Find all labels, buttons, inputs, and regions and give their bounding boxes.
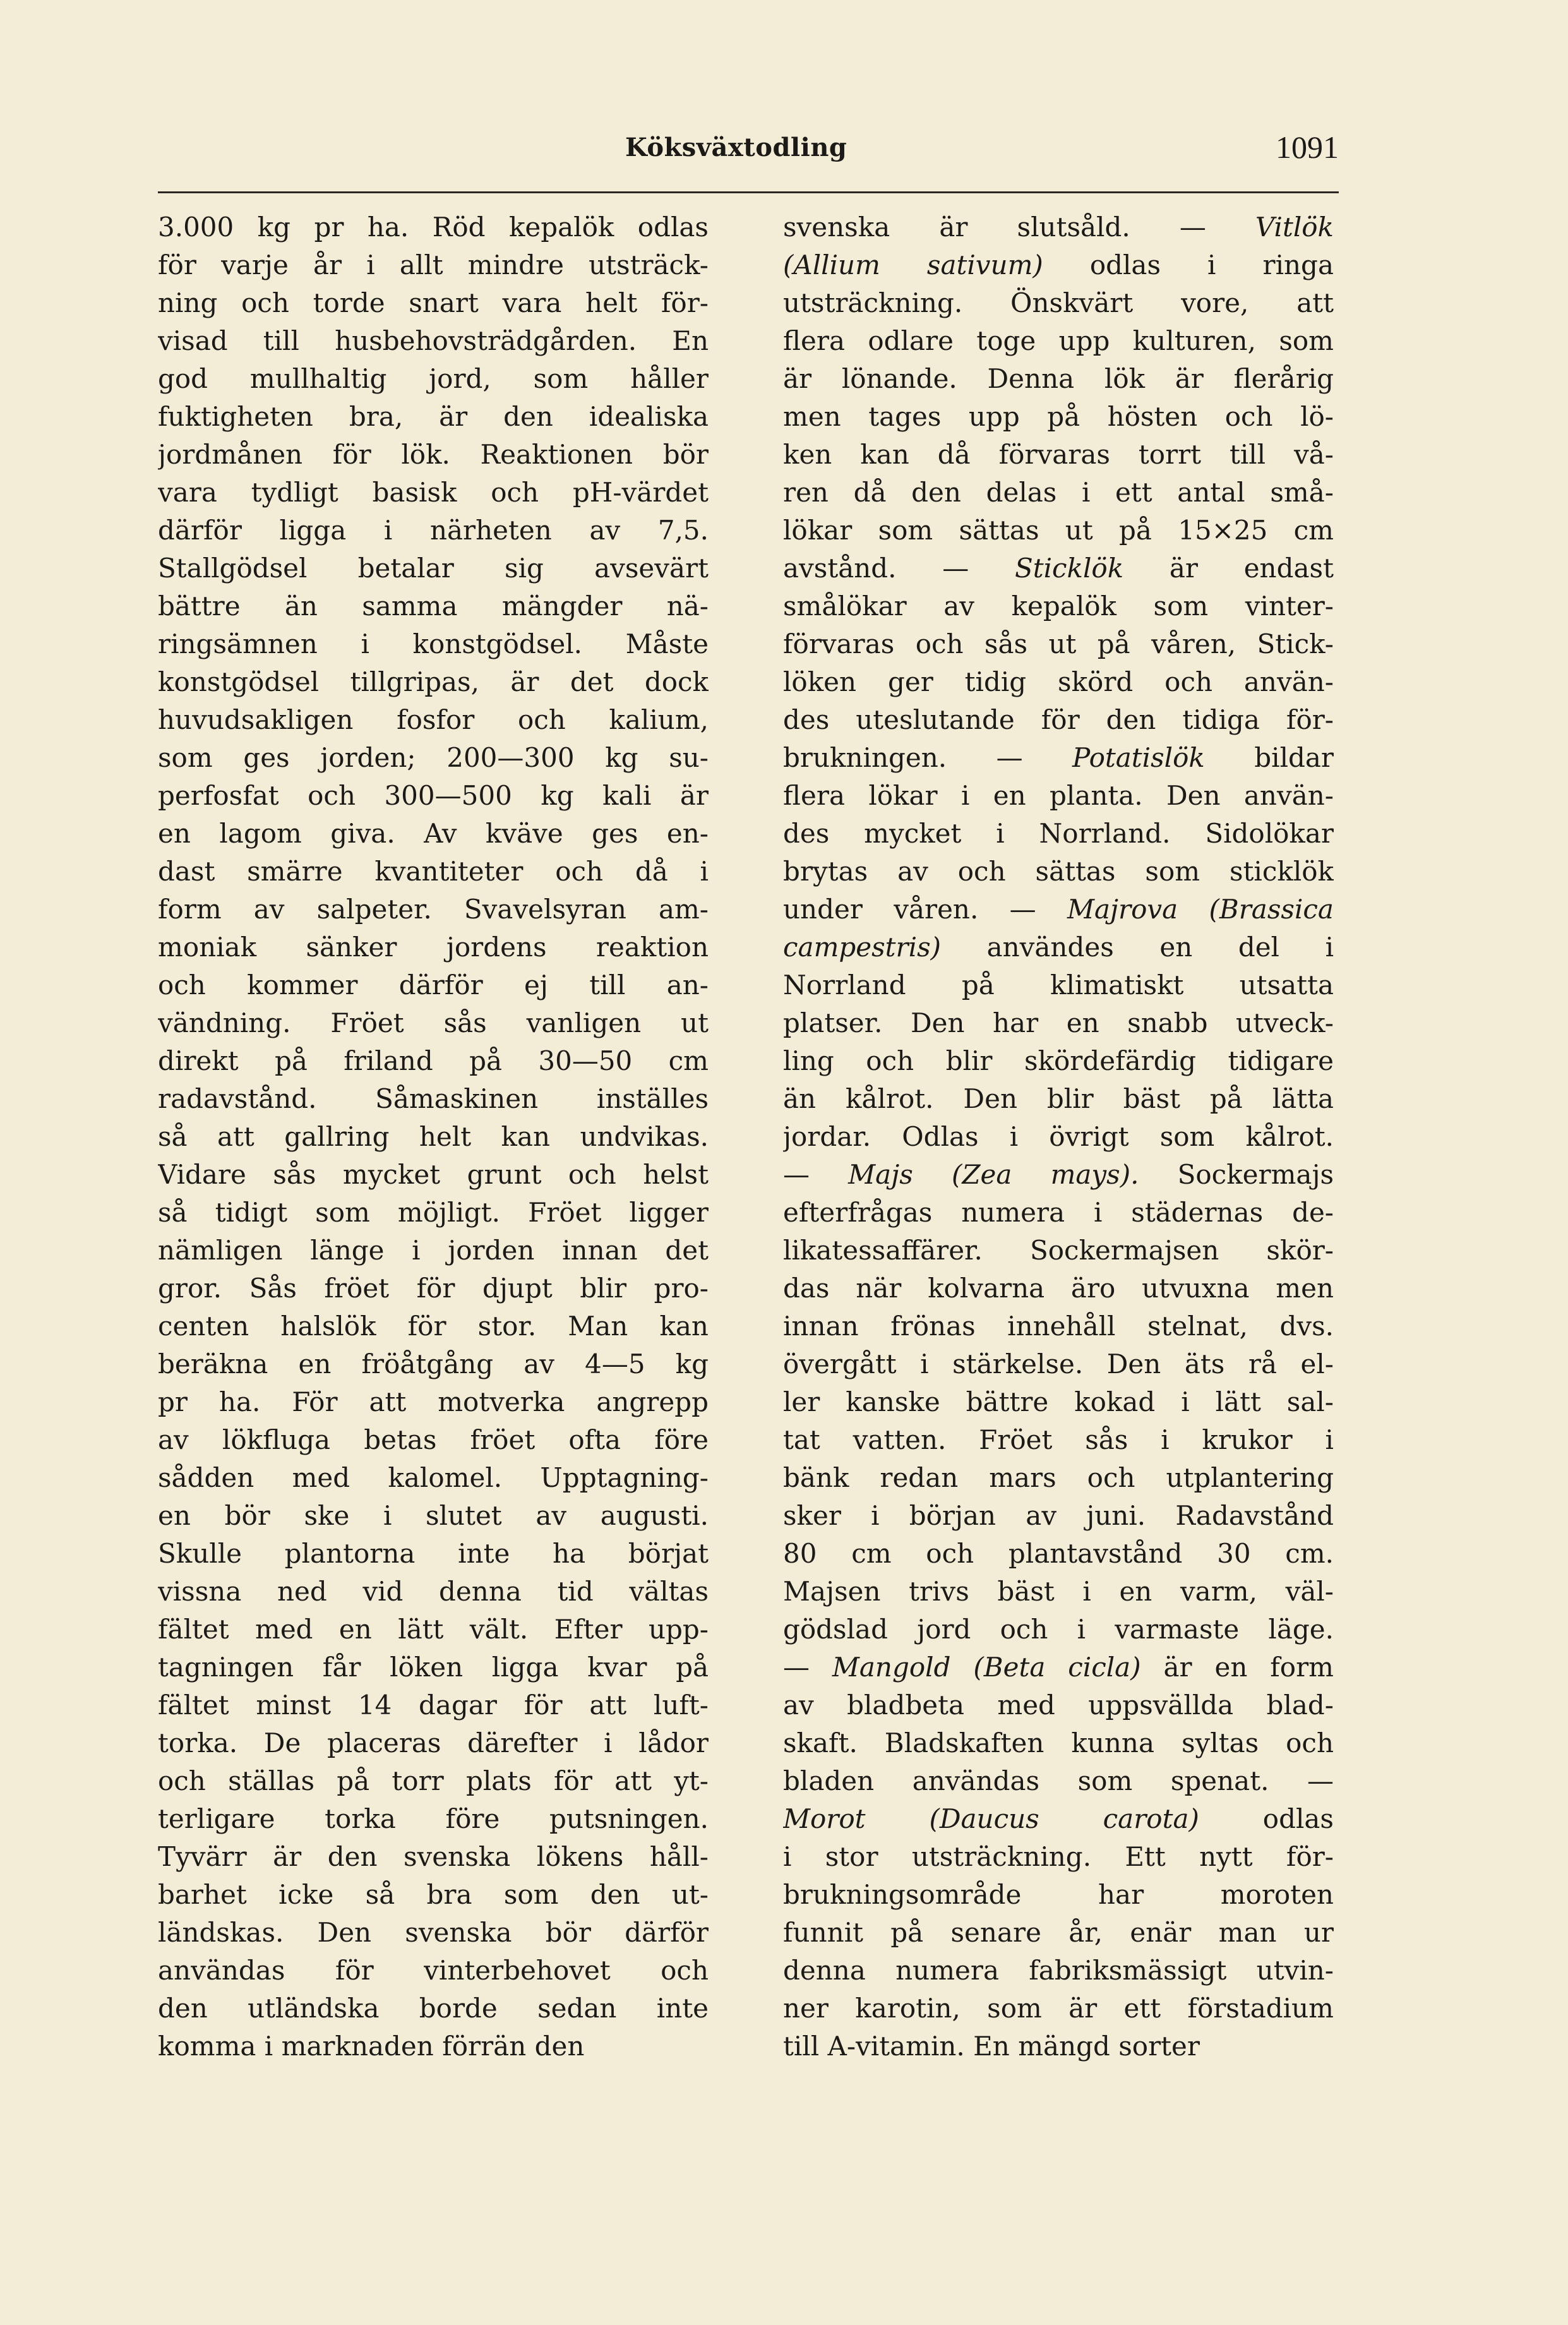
right-column-line: ling och blir skördefärdig tidigare: [783, 1045, 1334, 1076]
right-column-line: sker i början av juni. Radavstånd: [783, 1500, 1334, 1531]
right-column-line: löken ger tidig skörd och använ-: [783, 666, 1334, 697]
right-column-line: lökar som sättas ut på 15×25 cm: [783, 515, 1334, 546]
left-column-line: beräkna en fröåtgång av 4—5 kg: [158, 1349, 709, 1379]
right-column-line: under våren. — Majrova (Brassica: [783, 894, 1334, 925]
right-column-line: svenska är slutsåld. — Vitlök: [783, 212, 1334, 243]
left-column-line: tagningen får löken ligga kvar på: [158, 1652, 709, 1683]
right-column-line: bänk redan mars och utplantering: [783, 1462, 1334, 1493]
right-column-line: men tages upp på hösten och lö-: [783, 401, 1334, 432]
left-column-line: ländskas. Den svenska bör därför: [158, 1917, 709, 1948]
page-number: 1091: [1276, 129, 1339, 165]
left-column-line: fältet minst 14 dagar för att luft-: [158, 1690, 709, 1721]
right-column-line: platser. Den har en snabb utveck-: [783, 1007, 1334, 1038]
right-column-line: än kålrot. Den blir bäst på lätta: [783, 1083, 1334, 1114]
left-column-line: nämligen länge i jorden innan det: [158, 1235, 709, 1266]
header-rule: [158, 191, 1339, 193]
right-column-line: till A-vitamin. En mängd sorter: [783, 2031, 1200, 2062]
page-header: [158, 126, 1339, 183]
left-column-line: och kommer därför ej till an-: [158, 970, 709, 1000]
left-column-line: Stallgödsel betalar sig avsevärt: [158, 553, 709, 584]
right-column-line: brukningsområde har moroten: [783, 1879, 1334, 1910]
left-text-column: [158, 208, 709, 2065]
left-column-line: sådden med kalomel. Upptagning-: [158, 1462, 709, 1493]
left-column-line: bättre än samma mängder nä-: [158, 591, 709, 622]
right-column-line: — Majs (Zea mays). Sockermajs: [783, 1159, 1334, 1190]
left-column-line: som ges jorden; 200—300 kg su-: [158, 742, 709, 773]
left-column-line: huvudsakligen fosfor och kalium,: [158, 704, 709, 735]
right-column-line: innan frönas innehåll stelnat, dvs.: [783, 1311, 1334, 1342]
left-column-line: god mullhaltig jord, som håller: [158, 363, 709, 394]
right-column-line: des mycket i Norrland. Sidolökar: [783, 818, 1334, 849]
right-column-line: brukningen. — Potatislök bildar: [783, 742, 1334, 773]
left-column-line: Tyvärr är den svenska lökens håll-: [158, 1841, 709, 1872]
right-column-line: des uteslutande för den tidiga för-: [783, 704, 1334, 735]
right-column-line: Majsen trivs bäst i en varm, väl-: [783, 1576, 1334, 1607]
right-column-line: ken kan då förvaras torrt till vå-: [783, 439, 1334, 470]
right-column-line: likatessaffärer. Sockermajsen skör-: [783, 1235, 1334, 1266]
left-column-line: vändning. Fröet sås vanligen ut: [158, 1007, 709, 1038]
right-column-line: denna numera fabriksmässigt utvin-: [783, 1955, 1334, 1986]
right-column-line: ner karotin, som är ett förstadium: [783, 1993, 1334, 2024]
right-column-line: tat vatten. Fröet sås i krukor i: [783, 1424, 1334, 1455]
left-column-line: fuktigheten bra, är den idealiska: [158, 401, 709, 432]
right-column-line: Norrland på klimatiskt utsatta: [783, 970, 1334, 1000]
right-column-line: bladen användas som spenat. —: [783, 1765, 1334, 1796]
left-column-line: barhet icke så bra som den ut-: [158, 1879, 709, 1910]
right-column-line: campestris) användes en del i: [783, 932, 1334, 963]
left-column-line: form av salpeter. Svavelsyran am-: [158, 894, 709, 925]
right-text-column: [783, 208, 1334, 2065]
right-column-line: flera lökar i en planta. Den använ-: [783, 780, 1334, 811]
left-column-line: terligare torka före putsningen.: [158, 1803, 709, 1834]
right-column-line: — Mangold (Beta cicla) är en form: [783, 1652, 1334, 1683]
left-column-line: jordmånen för lök. Reaktionen bör: [158, 439, 709, 470]
left-column-line: för varje år i allt mindre utsträck-: [158, 249, 709, 280]
right-column-line: avstånd. — Sticklök är endast: [783, 553, 1334, 584]
left-column-line: den utländska borde sedan inte: [158, 1993, 709, 2024]
right-column-line: efterfrågas numera i städernas de-: [783, 1197, 1334, 1228]
right-column-line: 80 cm och plantavstånd 30 cm.: [783, 1538, 1334, 1569]
left-column-line: direkt på friland på 30—50 cm: [158, 1045, 709, 1076]
right-column-line: utsträckning. Önskvärt vore, att: [783, 287, 1334, 318]
right-column-line: i stor utsträckning. Ett nytt för-: [783, 1841, 1334, 1872]
left-column-line: av lökfluga betas fröet ofta före: [158, 1424, 709, 1455]
running-head: Köksväxtodling: [625, 133, 847, 162]
right-column-line: ler kanske bättre kokad i lätt sal-: [783, 1386, 1334, 1417]
left-column-line: moniak sänker jordens reaktion: [158, 932, 709, 963]
left-column-line: konstgödsel tillgripas, är det dock: [158, 666, 709, 697]
left-column-line: och ställas på torr plats för att yt-: [158, 1765, 709, 1796]
left-column-line: så tidigt som möjligt. Fröet ligger: [158, 1197, 709, 1228]
right-column-line: av bladbeta med uppsvällda blad-: [783, 1690, 1334, 1721]
left-column-line: 3.000 kg pr ha. Röd kepalök odlas: [158, 212, 709, 243]
left-column-line: så att gallring helt kan undvikas.: [158, 1121, 709, 1152]
left-column-line: vara tydligt basisk och pH-värdet: [158, 477, 709, 508]
right-column-line: jordar. Odlas i övrigt som kålrot.: [783, 1121, 1334, 1152]
right-column-line: smålökar av kepalök som vinter-: [783, 591, 1334, 622]
left-column-line: en lagom giva. Av kväve ges en-: [158, 818, 709, 849]
right-column-line: brytas av och sättas som sticklök: [783, 856, 1334, 887]
left-column-line: Vidare sås mycket grunt och helst: [158, 1159, 709, 1190]
left-column-line: därför ligga i närheten av 7,5.: [158, 515, 709, 546]
left-column-line: visad till husbehovsträdgården. En: [158, 325, 709, 356]
right-column-line: övergått i stärkelse. Den äts rå el-: [783, 1349, 1334, 1379]
left-column-line: gror. Sås fröet för djupt blir pro-: [158, 1273, 709, 1304]
right-column-line: skaft. Bladskaften kunna syltas och: [783, 1727, 1334, 1758]
right-column-line: gödslad jord och i varmaste läge.: [783, 1614, 1334, 1645]
left-column-line: fältet med en lätt vält. Efter upp-: [158, 1614, 709, 1645]
right-column-line: (Allium sativum) odlas i ringa: [783, 249, 1334, 280]
left-column-line: pr ha. För att motverka angrepp: [158, 1386, 709, 1417]
left-column-line: centen halslök för stor. Man kan: [158, 1311, 709, 1342]
left-column-line: dast smärre kvantiteter och då i: [158, 856, 709, 887]
left-column-line: torka. De placeras därefter i lådor: [158, 1727, 709, 1758]
left-column-line: en bör ske i slutet av augusti.: [158, 1500, 709, 1531]
right-column-line: flera odlare toge upp kulturen, som: [783, 325, 1334, 356]
left-column-line: ning och torde snart vara helt för-: [158, 287, 709, 318]
left-column-line: ringsämnen i konstgödsel. Måste: [158, 628, 709, 659]
right-column-line: förvaras och sås ut på våren, Stick-: [783, 628, 1334, 659]
left-column-line: perfosfat och 300—500 kg kali är: [158, 780, 709, 811]
left-column-line: komma i marknaden förrän den: [158, 2031, 585, 2062]
left-column-line: radavstånd. Såmaskinen inställes: [158, 1083, 709, 1114]
left-column-line: Skulle plantorna inte ha börjat: [158, 1538, 709, 1569]
right-column-line: funnit på senare år, enär man ur: [783, 1917, 1334, 1948]
left-column-line: vissna ned vid denna tid vältas: [158, 1576, 709, 1607]
right-column-line: Morot (Daucus carota) odlas: [783, 1803, 1334, 1834]
right-column-line: ren då den delas i ett antal små-: [783, 477, 1334, 508]
right-column-line: är lönande. Denna lök är flerårig: [783, 363, 1334, 394]
right-column-line: das när kolvarna äro utvuxna men: [783, 1273, 1334, 1304]
left-column-line: användas för vinterbehovet och: [158, 1955, 709, 1986]
